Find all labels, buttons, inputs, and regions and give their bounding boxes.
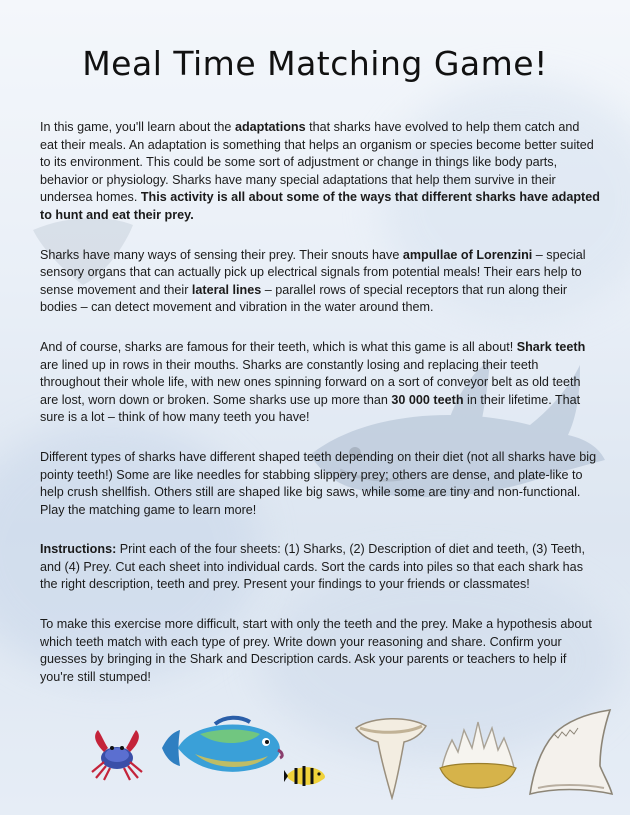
text-run: in their lifetime. That sure is a lot – think of how many teeth you have! [40, 392, 581, 425]
text-run: Sharks have many ways of sensing their prey. Their snouts have [40, 247, 403, 262]
bold-text: Shark teeth [516, 339, 586, 354]
text-run: And of course, sharks are famous for their teeth, which is what this game is all about! [40, 339, 517, 354]
teeth-paragraph [40, 339, 600, 427]
bold-text: ampullae of Lorenzini [402, 247, 533, 262]
text-run: Print each of the four sheets: (1) Sharks, (2) Description of diet and teeth, (3) Teeth, and (4) Prey. Cut each sheet into individual cards. Sort the cards into piles so that each shark has the right description, teeth and prey. Present your findings to your friends or classmates! [40, 542, 586, 592]
bold-text: 30 000 teeth [391, 392, 464, 407]
intro-paragraph [40, 119, 600, 225]
serrated-tooth-illustration [524, 708, 616, 800]
text-run: To make this exercise more difficult, start with only the teeth and the prey. Make a hypothesis about which teeth match with each type of prey. Write down your reasoning and share. Confirm your guesses by bringing in the Shark and Description cards. Ask your parents or teachers to help if you're still stumped! [40, 617, 592, 684]
sensing-paragraph [40, 247, 600, 317]
difficulty-paragraph [40, 616, 600, 686]
text-run: – parallel rows of special receptors that run along their bodies – can detect movement and vibration in the water around them. [40, 282, 568, 315]
parrotfish-illustration [160, 714, 288, 784]
text-run: are lined up in rows in their mouths. Sharks are constantly losing and replacing their teeth throughout their whole life, with new ones spinning forward on a sort of conveyor belt as old teeth are lost, worn down or broken. Some sharks use up more than [40, 357, 581, 407]
page-title: Meal Time Matching Game! [82, 44, 548, 83]
text-run: In this game, you'll learn about the [40, 120, 235, 134]
body-text [40, 119, 600, 708]
crab-illustration [86, 722, 148, 784]
text-run: Different types of sharks have different shaped teeth depending on their diet (not all sharks have big pointy teeth!) Some are like needles for stabbing slippery prey; others are dense, and plate-like to help crush shellfish. Others still are shaped like big saws, while some are tiny and non-functional. Play the matching game to learn more! [40, 449, 597, 517]
bold-text: This activity is all about some of the ways that different sharks have adapted to hunt and eat their prey. [40, 190, 600, 222]
needle-tooth-illustration [352, 714, 430, 800]
tooth-types-paragraph [40, 449, 600, 519]
bold-text: adaptations [234, 120, 306, 134]
bold-text: Instructions: [40, 542, 117, 557]
crushing-tooth-illustration [436, 718, 520, 790]
text-run: that sharks have evolved to help them catch and eat their meals. An adaptation is something that helps an organism or species become better suited to its environment. This could be some sort of adjustment or change in things like body parts, behavior or physiology. Sharks have many special adaptations that help them survive in their undersea homes. [40, 120, 594, 205]
instructions-paragraph [40, 541, 600, 594]
text-run: – special sensory organs that can actually pick up electrical signals from potential meals! Their ears help to sense movement and their [40, 247, 586, 297]
angelfish-illustration [282, 762, 330, 790]
bold-text: lateral lines [191, 282, 262, 297]
